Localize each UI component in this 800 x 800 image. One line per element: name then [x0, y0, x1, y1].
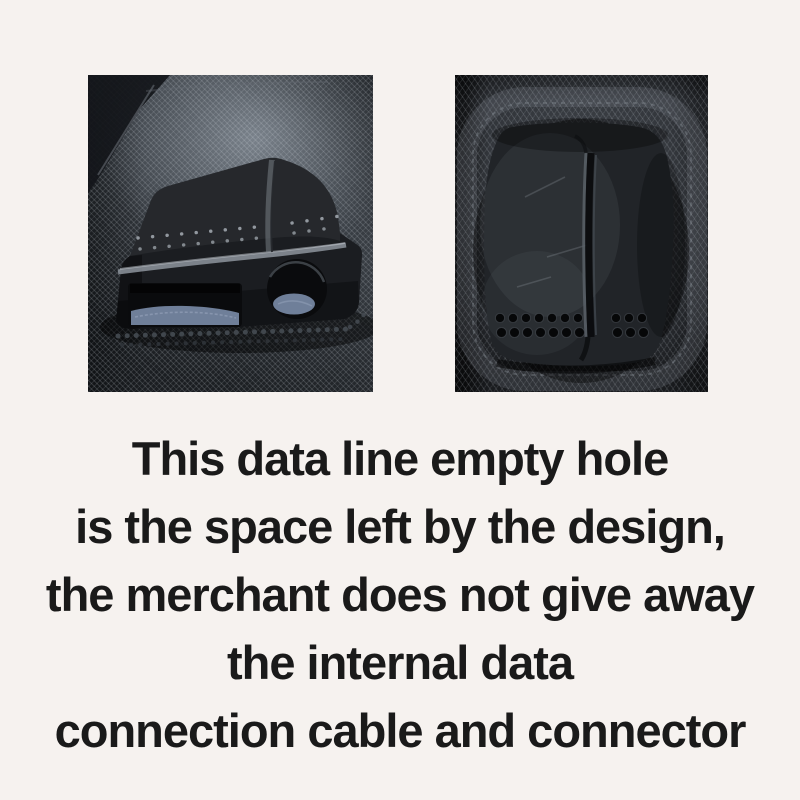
caption-line-2: is the space left by the design, — [75, 500, 725, 553]
caption — [0, 425, 800, 765]
port-cover-illustration — [455, 75, 708, 392]
ridge-groove — [589, 153, 591, 337]
caption-line-4: the internal data — [226, 636, 573, 689]
cover-sheen-low — [482, 251, 592, 355]
strap-fold — [88, 75, 170, 193]
cover-right-shade — [637, 153, 685, 337]
caption-line-5: connection cable and connector — [54, 704, 746, 757]
empty-hole-inner-shadow — [130, 284, 240, 293]
cover-top-shade — [492, 118, 668, 152]
product-photo-right — [455, 75, 708, 392]
fabric-seam-line — [146, 82, 328, 91]
port-housing-illustration — [88, 75, 373, 392]
product-photo-left — [88, 75, 373, 392]
caption-line-3: the merchant does not give away — [45, 568, 755, 621]
caption-line-1: This data line empty hole — [131, 432, 669, 485]
